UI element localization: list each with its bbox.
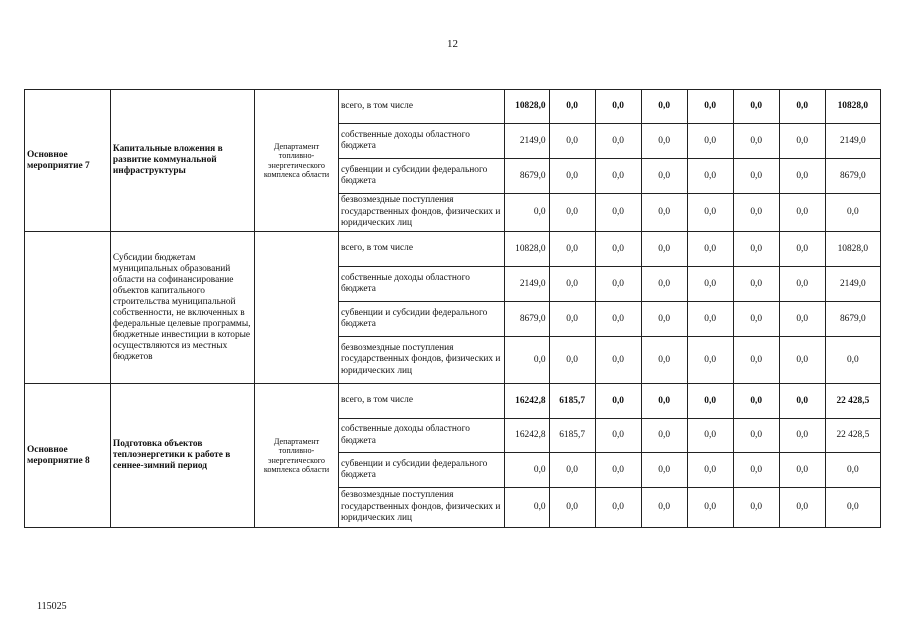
- value-cell: 0,0: [641, 124, 687, 159]
- table-row: [25, 384, 881, 419]
- value-cell: 0,0: [595, 337, 641, 384]
- value-cell: 0,0: [733, 90, 779, 124]
- value-cell: 0,0: [549, 267, 595, 302]
- value-cell: 0,0: [504, 337, 549, 384]
- value-cell: 0,0: [595, 232, 641, 267]
- measure-name-cell: Подготовка объектов теплоэнергетики к работе в сеннее-зимний период: [110, 384, 254, 528]
- value-cell: 0,0: [641, 384, 687, 419]
- value-cell: 0,0: [641, 232, 687, 267]
- document-code: 115025: [37, 601, 67, 612]
- value-cell: 0,0: [779, 194, 825, 232]
- value-cell: 10828,0: [825, 90, 880, 124]
- measure-name-cell: Субсидии бюджетам муниципальных образований области на софинансирование объектов капитального строительства муниципальной собственности, не включенных в федеральные целевые программы, бюджетные инвестиции в которые осуществляются из местных бюджетов: [110, 232, 254, 384]
- value-cell: 0,0: [595, 90, 641, 124]
- value-cell: 0,0: [504, 488, 549, 528]
- value-cell: 0,0: [687, 453, 733, 488]
- value-cell: 0,0: [549, 302, 595, 337]
- funding-source-cell: собственные доходы областного бюджета: [338, 267, 504, 302]
- value-cell: 22 428,5: [825, 419, 880, 453]
- value-cell: 0,0: [779, 267, 825, 302]
- activity-cell: Основное мероприятие 7: [25, 90, 111, 232]
- value-cell: 0,0: [687, 419, 733, 453]
- value-cell: 0,0: [733, 488, 779, 528]
- value-cell: 0,0: [549, 453, 595, 488]
- value-cell: 0,0: [641, 337, 687, 384]
- value-cell: 0,0: [549, 232, 595, 267]
- value-cell: 0,0: [733, 232, 779, 267]
- value-cell: 8679,0: [504, 302, 549, 337]
- value-cell: 0,0: [595, 453, 641, 488]
- funding-source-cell: субвенции и субсидии федерального бюджета: [338, 453, 504, 488]
- value-cell: 0,0: [733, 302, 779, 337]
- funding-source-cell: всего, в том числе: [338, 90, 504, 124]
- value-cell: 0,0: [641, 488, 687, 528]
- value-cell: 10828,0: [504, 90, 549, 124]
- value-cell: 0,0: [595, 194, 641, 232]
- value-cell: 6185,7: [549, 384, 595, 419]
- value-cell: 0,0: [641, 302, 687, 337]
- value-cell: 0,0: [733, 159, 779, 194]
- value-cell: 0,0: [641, 453, 687, 488]
- value-cell: 0,0: [825, 337, 880, 384]
- funding-source-cell: безвозмездные поступления государственных фондов, физических и юридических лиц: [338, 337, 504, 384]
- value-cell: 10828,0: [504, 232, 549, 267]
- value-cell: 0,0: [687, 267, 733, 302]
- department-cell: Департамент топливно-энергетического комплекса области: [255, 384, 339, 528]
- funding-source-cell: собственные доходы областного бюджета: [338, 419, 504, 453]
- value-cell: 0,0: [687, 384, 733, 419]
- value-cell: 0,0: [641, 194, 687, 232]
- value-cell: 0,0: [733, 384, 779, 419]
- value-cell: 0,0: [504, 453, 549, 488]
- value-cell: 2149,0: [825, 267, 880, 302]
- value-cell: 0,0: [779, 488, 825, 528]
- value-cell: 0,0: [687, 232, 733, 267]
- value-cell: 0,0: [687, 194, 733, 232]
- value-cell: 0,0: [779, 124, 825, 159]
- value-cell: 0,0: [779, 419, 825, 453]
- page-number: 12: [447, 38, 458, 50]
- value-cell: 0,0: [733, 337, 779, 384]
- funding-source-cell: всего, в том числе: [338, 384, 504, 419]
- value-cell: 0,0: [641, 90, 687, 124]
- value-cell: 0,0: [504, 194, 549, 232]
- value-cell: 0,0: [779, 337, 825, 384]
- value-cell: 0,0: [779, 159, 825, 194]
- value-cell: 0,0: [595, 267, 641, 302]
- value-cell: 0,0: [595, 302, 641, 337]
- value-cell: 0,0: [687, 124, 733, 159]
- value-cell: 0,0: [595, 384, 641, 419]
- funding-source-cell: субвенции и субсидии федерального бюджета: [338, 302, 504, 337]
- funding-source-cell: безвозмездные поступления государственных фондов, физических и юридических лиц: [338, 488, 504, 528]
- value-cell: 0,0: [687, 488, 733, 528]
- value-cell: 0,0: [733, 124, 779, 159]
- value-cell: 2149,0: [504, 124, 549, 159]
- value-cell: 0,0: [825, 453, 880, 488]
- value-cell: 0,0: [641, 267, 687, 302]
- department-cell: [255, 232, 339, 384]
- value-cell: 16242,8: [504, 419, 549, 453]
- value-cell: 0,0: [687, 337, 733, 384]
- table-row: [25, 90, 881, 124]
- funding-source-cell: собственные доходы областного бюджета: [338, 124, 504, 159]
- value-cell: 0,0: [549, 124, 595, 159]
- value-cell: 0,0: [549, 90, 595, 124]
- value-cell: 10828,0: [825, 232, 880, 267]
- value-cell: 0,0: [779, 90, 825, 124]
- value-cell: 0,0: [825, 194, 880, 232]
- activity-cell: [25, 232, 111, 384]
- value-cell: 8679,0: [504, 159, 549, 194]
- value-cell: 0,0: [595, 124, 641, 159]
- value-cell: 2149,0: [825, 124, 880, 159]
- value-cell: 0,0: [779, 302, 825, 337]
- value-cell: 0,0: [595, 159, 641, 194]
- value-cell: 0,0: [779, 384, 825, 419]
- value-cell: 0,0: [733, 419, 779, 453]
- funding-source-cell: субвенции и субсидии федерального бюджета: [338, 159, 504, 194]
- value-cell: 0,0: [779, 453, 825, 488]
- table-row: [25, 232, 881, 267]
- budget-table-body: [25, 90, 881, 528]
- value-cell: 2149,0: [504, 267, 549, 302]
- value-cell: 0,0: [549, 194, 595, 232]
- value-cell: 22 428,5: [825, 384, 880, 419]
- measure-name-cell: Капитальные вложения в развитие коммунальной инфраструктуры: [110, 90, 254, 232]
- value-cell: 0,0: [549, 159, 595, 194]
- value-cell: 0,0: [733, 267, 779, 302]
- value-cell: 0,0: [549, 488, 595, 528]
- value-cell: 0,0: [595, 419, 641, 453]
- funding-source-cell: безвозмездные поступления государственных фондов, физических и юридических лиц: [338, 194, 504, 232]
- value-cell: 0,0: [595, 488, 641, 528]
- value-cell: 16242,8: [504, 384, 549, 419]
- funding-source-cell: всего, в том числе: [338, 232, 504, 267]
- activity-cell: Основное мероприятие 8: [25, 384, 111, 528]
- budget-table: [24, 89, 881, 528]
- value-cell: 0,0: [549, 337, 595, 384]
- value-cell: 0,0: [687, 90, 733, 124]
- value-cell: 8679,0: [825, 302, 880, 337]
- value-cell: 0,0: [641, 159, 687, 194]
- value-cell: 0,0: [733, 453, 779, 488]
- value-cell: 8679,0: [825, 159, 880, 194]
- value-cell: 0,0: [733, 194, 779, 232]
- value-cell: 6185,7: [549, 419, 595, 453]
- value-cell: 0,0: [687, 159, 733, 194]
- value-cell: 0,0: [825, 488, 880, 528]
- department-cell: Департамент топливно-энергетического комплекса области: [255, 90, 339, 232]
- value-cell: 0,0: [779, 232, 825, 267]
- value-cell: 0,0: [641, 419, 687, 453]
- value-cell: 0,0: [687, 302, 733, 337]
